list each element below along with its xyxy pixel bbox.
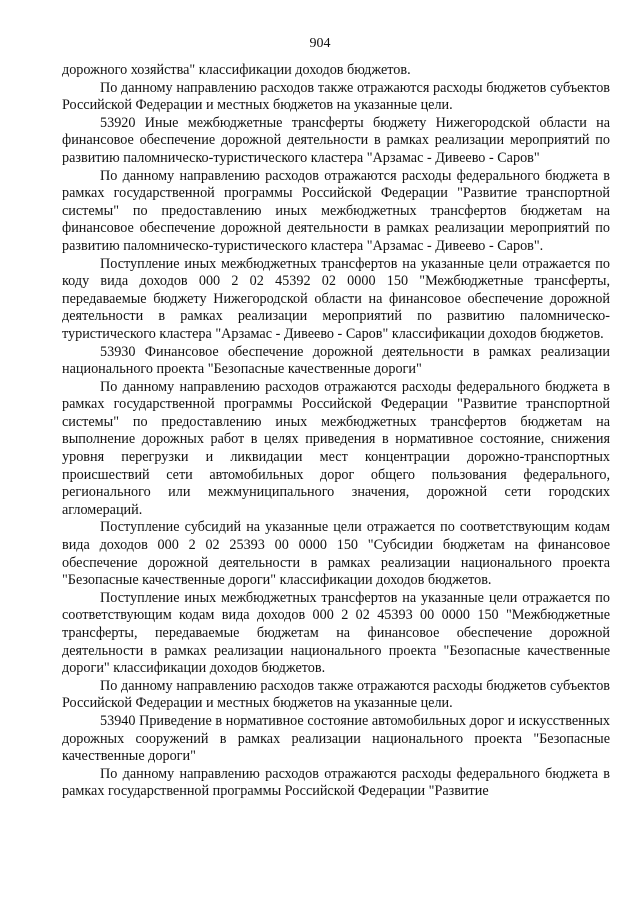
paragraph: По данному направлению расходов отражаются расходы федерального бюджета в рамках государственной программы Российской Федерации "Развитие транспортной системы" по предоставлению иных межбюджетных трансфертов бюджетам на финансовое обеспечение дорожной деятельности в рамках реализации мероприятий по развитию паломническо-туристического кластера "Арзамас - Дивеево - Саров". xyxy=(62,167,610,254)
paragraph: По данному направлению расходов отражаются расходы федерального бюджета в рамках государственной программы Российской Федерации "Развитие транспортной системы" по предоставлению иных межбюджетных трансфертов бюджетам на выполнение дорожных работ в целях приведения в нормативное состояние, снижения уровня перегрузки и ликвидации мест концентрации дорожно-транспортных происшествий сети автомобильных дорог общего пользования федерального, регионального или межмуниципального значения, дорожной сети городских агломераций. xyxy=(62,378,610,518)
section-heading-53930: 53930 Финансовое обеспечение дорожной деятельности в рамках реализации национального проекта "Безопасные качественные дороги" xyxy=(62,343,610,378)
paragraph: Поступление иных межбюджетных трансфертов на указанные цели отражается по коду вида доходов 000 2 02 45392 02 0000 150 "Межбюджетные трансферты, передаваемые бюджету Нижегородской области на финансовое обеспечение дорожной деятельности в рамках реализации мероприятий по развитию паломническо-туристического кластера "Арзамас - Дивеево - Саров" классификации доходов бюджетов. xyxy=(62,255,610,342)
paragraph: По данному направлению расходов также отражаются расходы бюджетов субъектов Российской Федерации и местных бюджетов на указанные цели. xyxy=(62,79,610,114)
document-body xyxy=(62,62,610,801)
section-heading-53920: 53920 Иные межбюджетные трансферты бюджету Нижегородской области на финансовое обеспечение дорожной деятельности в рамках реализации мероприятий по развитию паломническо-туристического кластера "Арзамас - Дивеево - Саров" xyxy=(62,114,610,166)
paragraph: По данному направлению расходов отражаются расходы федерального бюджета в рамках государственной программы Российской Федерации "Развитие xyxy=(62,765,610,800)
paragraph: По данному направлению расходов также отражаются расходы бюджетов субъектов Российской Федерации и местных бюджетов на указанные цели. xyxy=(62,677,610,712)
page-number: 904 xyxy=(309,36,331,51)
paragraph: Поступление субсидий на указанные цели отражается по соответствующим кодам вида доходов 000 2 02 25393 00 0000 150 "Субсидии бюджетам на финансовое обеспечение дорожной деятельности в рамках реализации национального проекта "Безопасные качественные дороги" классификации доходов бюджетов. xyxy=(62,519,610,589)
paragraph: дорожного хозяйства" классификации доходов бюджетов. xyxy=(62,62,411,78)
paragraph: Поступление иных межбюджетных трансфертов на указанные цели отражается по соответствующим кодам вида доходов 000 2 02 45393 00 0000 150 "Межбюджетные трансферты, передаваемые бюджетам на финансовое обеспечение дорожной деятельности в рамках реализации национального проекта "Безопасные качественные дороги" классификации доходов бюджетов. xyxy=(62,589,610,677)
section-heading-53940: 53940 Приведение в нормативное состояние автомобильных дорог и искусственных дорожных сооружений в рамках реализации национального проекта "Безопасные качественные дороги" xyxy=(62,712,610,765)
